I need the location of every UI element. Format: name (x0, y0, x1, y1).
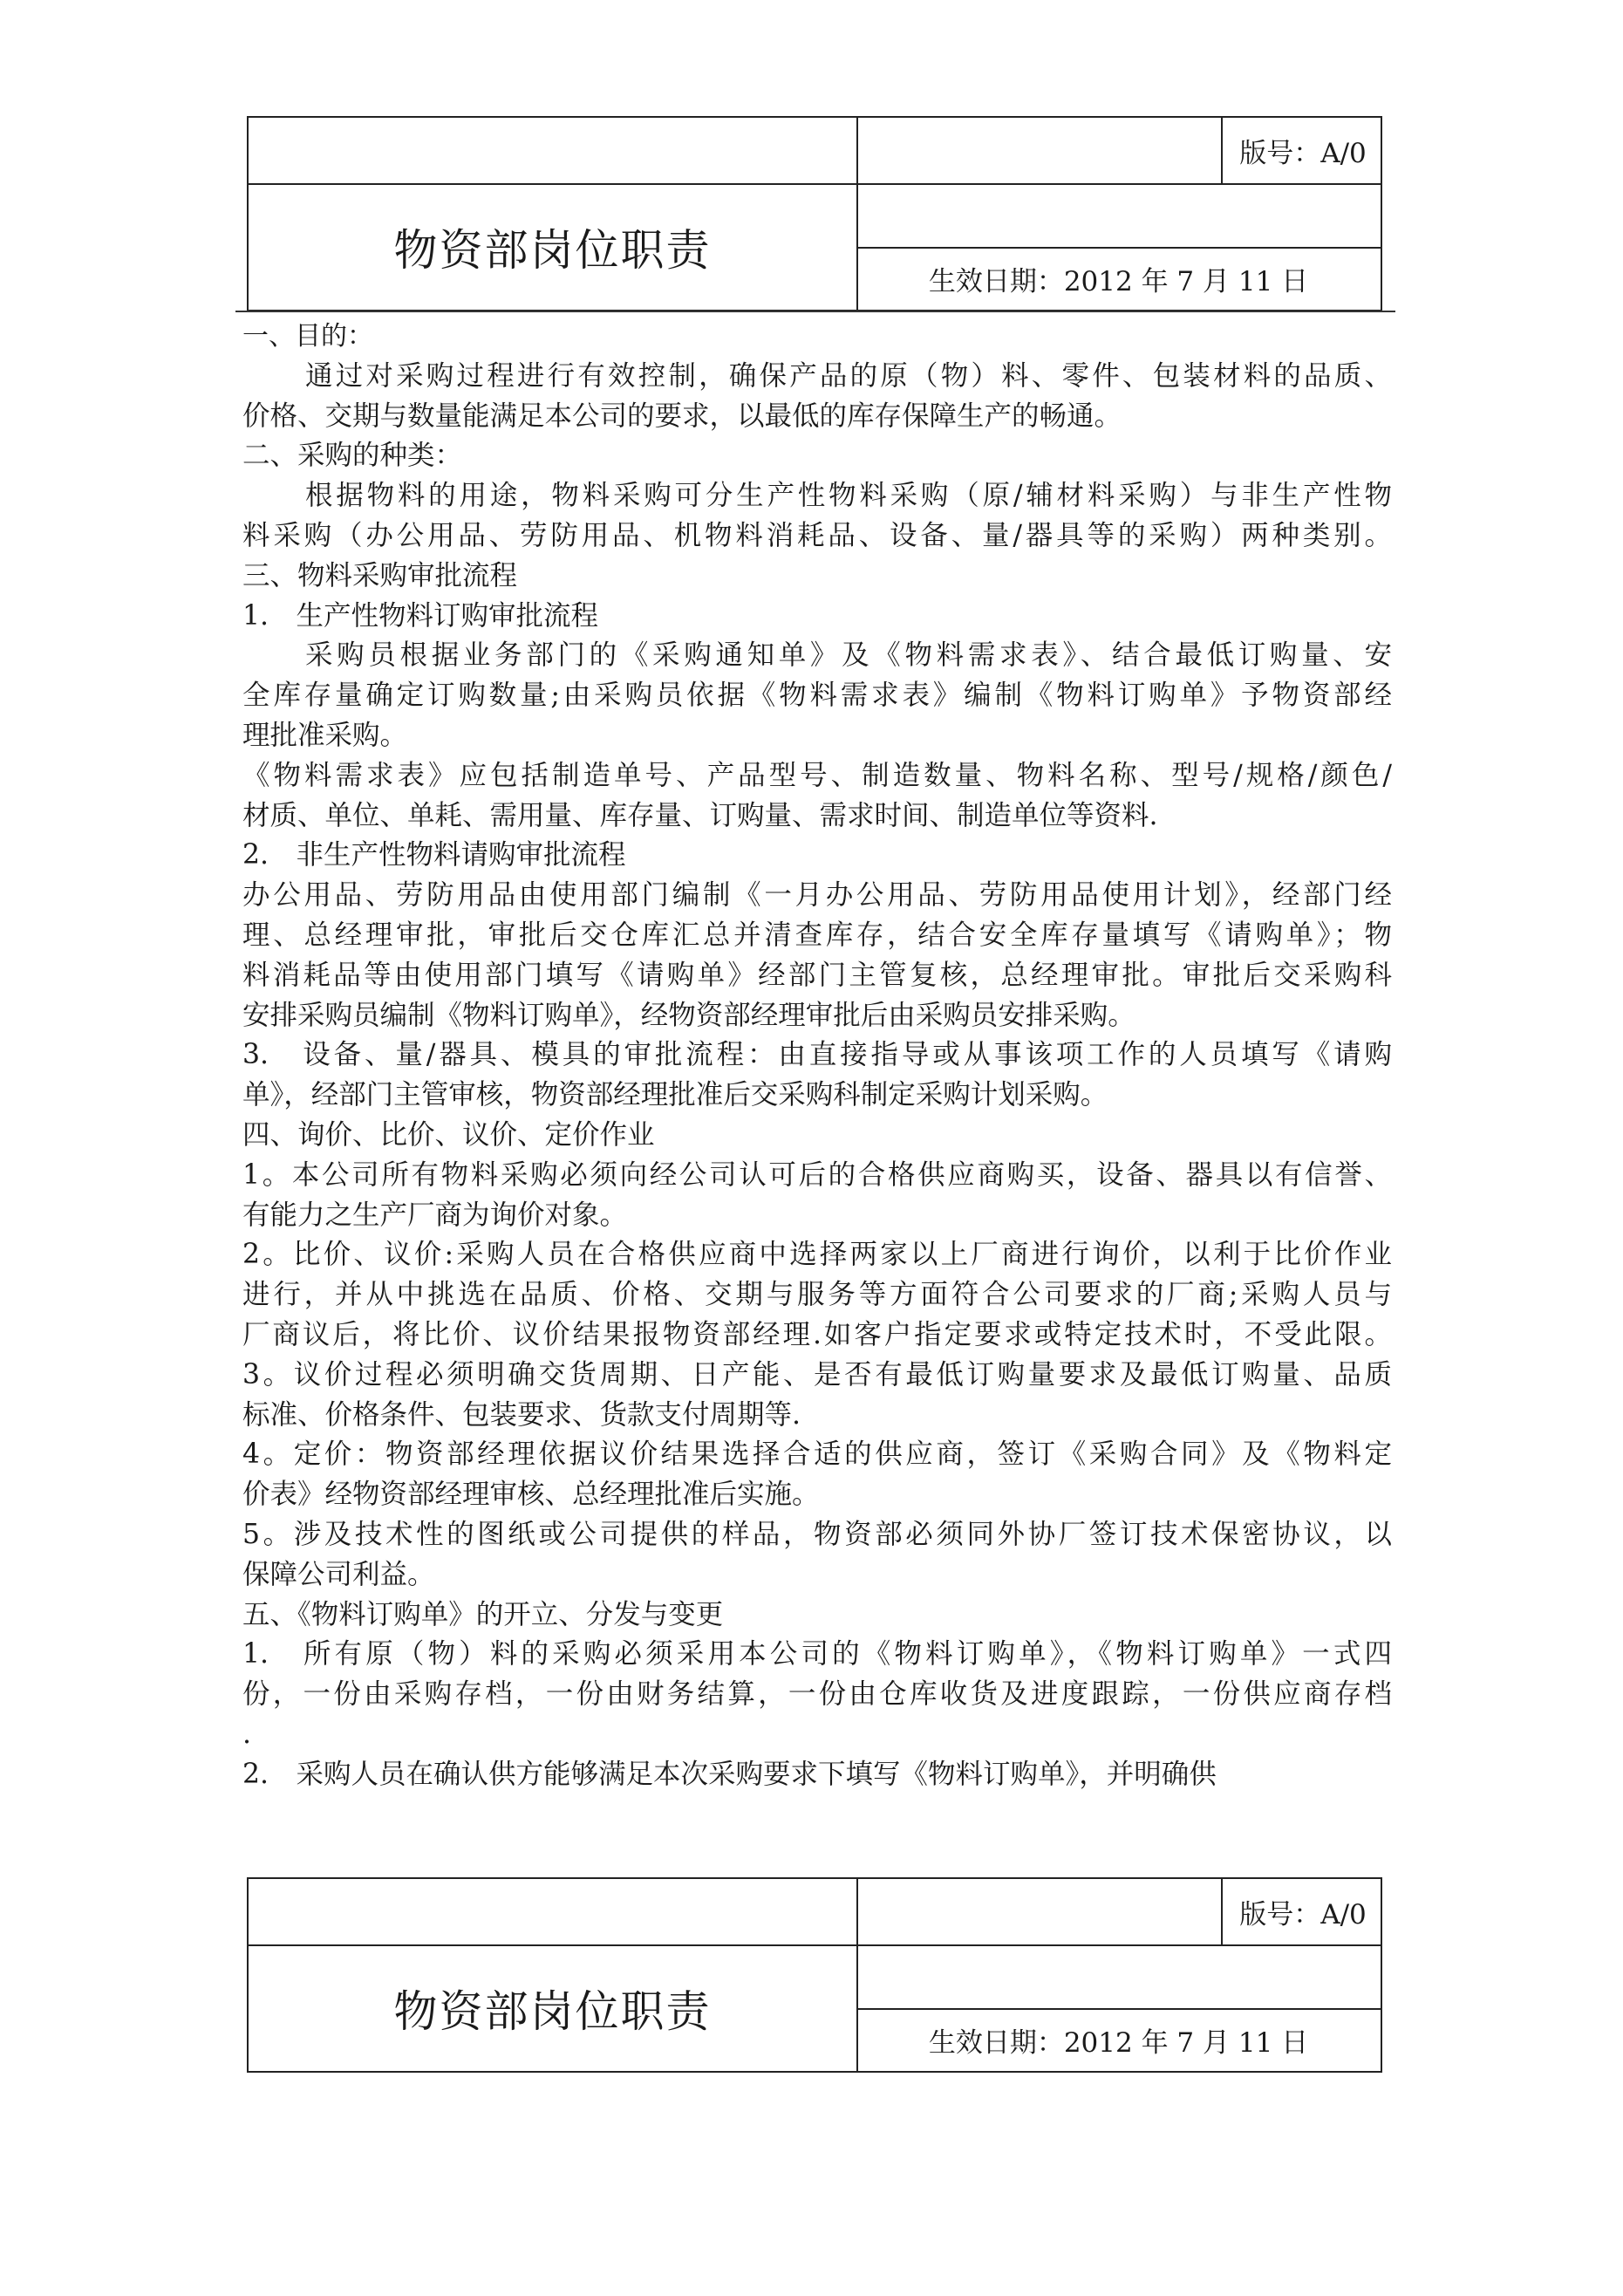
paragraph-line: 料消耗品等由使用部门填写《请购单》经部门主管复核，总经理审批。审批后交采购科 (242, 959, 1392, 991)
subsection-heading: 1. 生产性物料订购审批流程 (242, 599, 599, 632)
effective-date: 生效日期：2012 年 7 月 11 日 (928, 2026, 1309, 2059)
version-number: 版号：A/0 (1239, 1899, 1367, 1930)
paragraph-line: 全库存量确定订购数量;由采购员依据《物料需求表》编制《物料订购单》予物资部经 (242, 680, 1392, 712)
paragraph-line: 采购员根据业务部门的《采购通知单》及《物料需求表》、结合最低订购量、安 (305, 639, 1392, 672)
paragraph-line: 3。议价过程必须明确交货周期、日产能、是否有最低订购量要求及最低订购量、品质 (242, 1358, 1392, 1391)
section-heading: 二、采购的种类： (242, 440, 463, 472)
paragraph-line: 进行，并从中挑选在品质、价格、交期与服务等方面符合公司要求的厂商;采购人员与 (242, 1279, 1392, 1311)
paragraph-line: 料采购（办公用品、劳防用品、机物料消耗品、设备、量/器具等的采购）两种类别。 (242, 519, 1392, 551)
paragraph-line: 理、总经理审批，审批后交仓库汇总并清查库存，结合安全库存量填写《请购单》；物 (242, 919, 1392, 951)
paragraph-line: 价格、交期与数量能满足本公司的要求，以最低的库存保障生产的畅通。 (242, 400, 1122, 432)
section-heading: 一、目的： (242, 321, 373, 352)
version-number: 版号：A/0 (1239, 138, 1367, 169)
table-divider (1221, 1879, 1223, 1944)
paragraph-line: 《物料需求表》应包括制造单号、产品型号、制造数量、物料名称、型号/规格/颜色/ (242, 759, 1392, 791)
document-header-table (247, 116, 1382, 311)
paragraph-line: 2. 采购人员在确认供方能够满足本次采购要求下填写《物料订购单》，并明确供 (242, 1758, 1217, 1790)
paragraph-line: 有能力之生产厂商为询价对象。 (242, 1199, 628, 1231)
paragraph-line: 通过对采购过程进行有效控制，确保产品的原（物）料、零件、包装材料的品质、 (305, 359, 1392, 392)
document-title: 物资部岗位职责 (393, 224, 712, 276)
paragraph-line: 5。涉及技术性的图纸或公司提供的样品，物资部必须同外协厂签订技术保密协议，以 (242, 1518, 1392, 1550)
paragraph-line: 份，一份由采购存档，一份由财务结算，一份由仓库收货及进度跟踪，一份供应商存档 (242, 1678, 1392, 1711)
paragraph-line: 1。本公司所有物料采购必须向经公司认可后的合格供应商购买，设备、器具以有信誉、 (242, 1158, 1392, 1191)
paragraph-line: 办公用品、劳防用品由使用部门编制《一月办公用品、劳防用品使用计划》，经部门经 (242, 879, 1392, 912)
paragraph-line: 价表》经物资部经理审核、总经理批准后实施。 (242, 1479, 820, 1511)
document-header-table-repeat (247, 1877, 1382, 2073)
table-divider (856, 183, 1381, 185)
section-heading: 三、物料采购审批流程 (242, 559, 518, 591)
section-heading: 四、询价、比价、议价、定价作业 (242, 1118, 655, 1151)
paragraph-line: 根据物料的用途，物料采购可分生产性物料采购（原/辅材料采购）与非生产性物 (305, 480, 1392, 512)
paragraph-line: 2。比价、议价:采购人员在合格供应商中选择两家以上厂商进行询价，以利于比价作业 (242, 1239, 1392, 1271)
table-divider (1221, 118, 1223, 183)
section-heading: 五、《物料订购单》的开立、分发与变更 (242, 1598, 724, 1630)
paragraph-line: 3. 设备、量/器具、模具的审批流程：由直接指导或从事该项工作的人员填写《请购 (242, 1039, 1392, 1071)
paragraph-line: . (242, 1718, 252, 1750)
document-body (242, 317, 1392, 1794)
paragraph-line: 单》，经部门主管审核，物资部经理批准后交采购科制定采购计划采购。 (242, 1079, 1108, 1111)
paragraph-line: 材质、单位、单耗、需用量、库存量、订购量、需求时间、制造单位等资料. (242, 799, 1158, 831)
paragraph-line: 1. 所有原（物）料的采购必须采用本公司的《物料订购单》，《物料订购单》一式四 (242, 1638, 1392, 1671)
table-divider (856, 1944, 1381, 1946)
paragraph-line: 理批准采购。 (242, 719, 408, 751)
paragraph-line: 标准、价格条件、包装要求、货款支付周期等. (242, 1398, 801, 1431)
paragraph-line: 安排采购员编制《物料订购单》，经物资部经理审批后由采购员安排采购。 (242, 999, 1135, 1031)
paragraph-line: 4。定价：物资部经理依据议价结果选择合适的供应商，签订《采购合同》及《物料定 (242, 1438, 1392, 1471)
paragraph-line: 保障公司利益。 (242, 1558, 435, 1590)
document-title: 物资部岗位职责 (393, 1985, 712, 2037)
subsection-heading: 2. 非生产性物料请购审批流程 (242, 839, 626, 871)
effective-date: 生效日期：2012 年 7 月 11 日 (928, 265, 1309, 297)
paragraph-line: 厂商议后，将比价、议价结果报物资部经理.如客户指定要求或特定技术时，不受此限。 (242, 1318, 1392, 1350)
header-rule (235, 311, 1395, 312)
